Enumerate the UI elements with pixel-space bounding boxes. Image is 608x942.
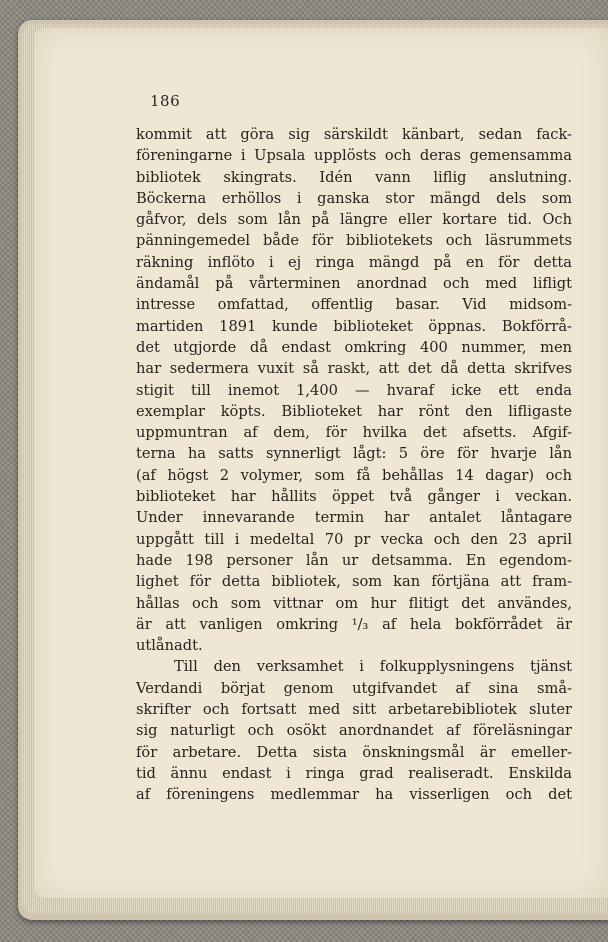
text-line: biblioteket har hållits öppet två gånger i veckan.: [136, 488, 572, 506]
text-line: hållas och som vittnar om hur flitigt det användes,: [136, 594, 572, 612]
text-line: Böckerna erhöllos i ganska stor mängd dels som: [136, 189, 572, 207]
text-line: (af högst 2 volymer, som få behållas 14 dagar) och: [136, 466, 572, 484]
text-line: för arbetare. Detta sista önskningsmål är emeller-: [136, 743, 572, 761]
text-line: bibliotek skingrats. Idén vann liflig anslutning.: [136, 168, 572, 186]
text-line: ändamål på vårterminen anordnad och med lifligt: [136, 275, 572, 293]
text-line: stigit till inemot 1,400 — hvaraf icke ett enda: [136, 381, 572, 399]
text-line: det utgjorde då endast omkring 400 nummer, men: [136, 338, 572, 356]
page-number: 186: [150, 92, 181, 110]
text-line: gåfvor, dels som lån på längre eller kortare tid. Och: [136, 211, 572, 229]
text-line: uppmuntran af dem, för hvilka det afsetts. Afgif-: [136, 424, 572, 442]
text-line: intresse omfattad, offentlig basar. Vid midsom-: [136, 296, 572, 314]
text-line: sig naturligt och osökt anordnandet af föreläsningar: [136, 722, 572, 740]
text-line: martiden 1891 kunde biblioteket öppnas. Bokförrå-: [136, 317, 572, 335]
text-line: terna ha satts synnerligt lågt: 5 öre för hvarje lån: [136, 445, 572, 463]
text-line: har sedermera vuxit så raskt, att det då detta skrifves: [136, 360, 572, 378]
body-text: [136, 124, 572, 806]
text-line: pänningemedel både för bibliotekets och läsrummets: [136, 232, 572, 250]
text-line: exemplar köpts. Biblioteket har rönt den lifligaste: [136, 402, 572, 420]
text-line: föreningarne i Upsala upplösts och deras gemensamma: [136, 147, 572, 165]
paragraph-start-line: Till den verksamhet i folkupplysningens tjänst: [174, 658, 572, 676]
paragraph-end-line: utlånadt.: [136, 637, 203, 655]
text-line: skrifter och fortsatt med sitt arbetarebibliotek sluter: [136, 701, 572, 719]
text-line: af föreningens medlemmar ha visserligen och det: [136, 786, 572, 804]
text-line: uppgått till i medeltal 70 pr vecka och den 23 april: [136, 530, 572, 548]
text-line: Verdandi börjat genom utgifvandet af sina små-: [136, 679, 572, 697]
text-line: lighet för detta bibliotek, som kan förtjäna att fram-: [136, 573, 572, 591]
text-line: kommit att göra sig särskildt känbart, sedan fack-: [136, 126, 572, 143]
text-line: Under innevarande termin har antalet låntagare: [136, 509, 572, 527]
text-line: räkning inflöto i ej ringa mängd på en för detta: [136, 253, 572, 271]
text-line: hade 198 personer lån ur detsamma. En egendom-: [136, 551, 572, 569]
text-line: tid ännu endast i ringa grad realiseradt. Enskilda: [136, 764, 572, 782]
text-line: är att vanligen omkring ¹/₃ af hela bokförrådet är: [136, 615, 572, 633]
